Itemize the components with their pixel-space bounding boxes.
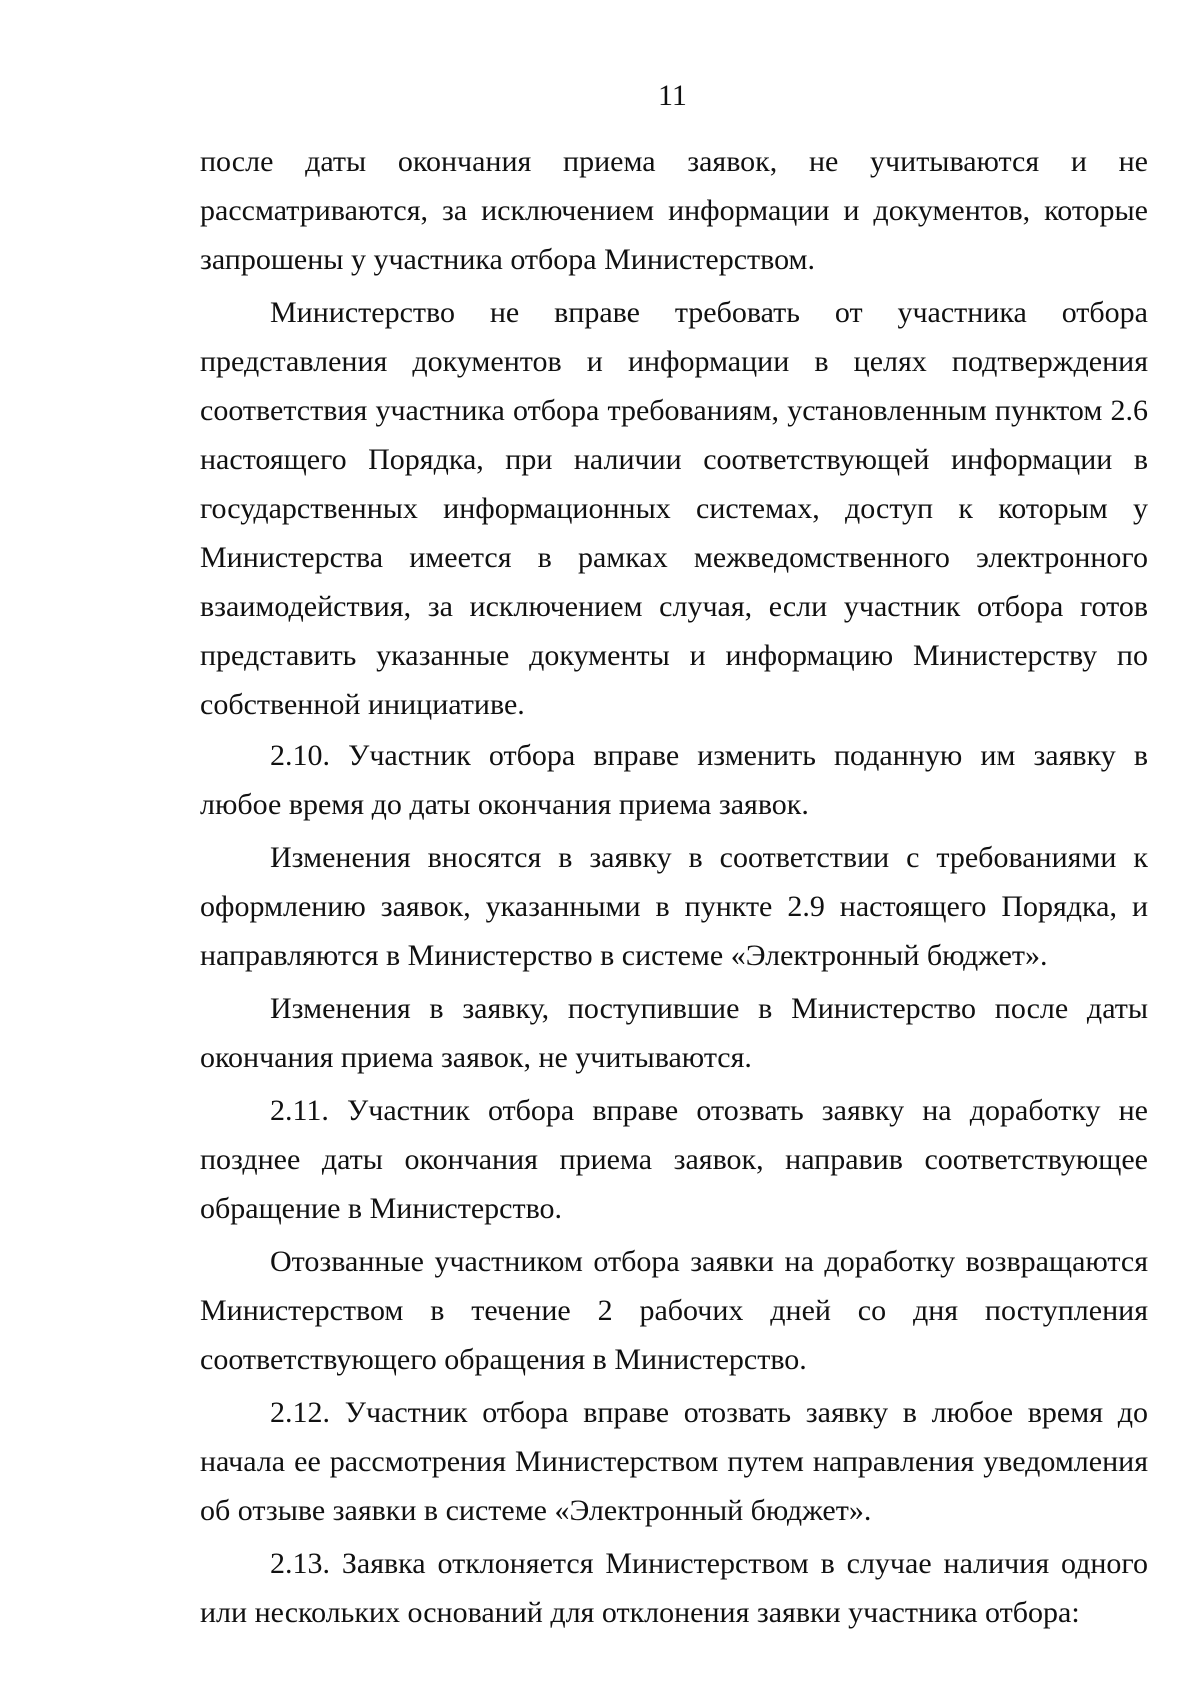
- paragraph-ministry-restriction: Министерство не вправе требовать от участника отбора представления документов и информации в целях подтверждения соответствия участника отбора требованиям, установленным пунктом 2.6 настоящего Порядка, при наличии соответствующей информации в государственных информационных системах, доступ к которым у Министерства имеется в рамках межведомственного электронного взаимодействия, за исключением случая, если участник отбора готов представить указанные документы и информацию Министерству по собственной инициативе.: [200, 296, 1148, 721]
- paragraph-continuation: после даты окончания приема заявок, не учитываются и не рассматриваются, за исключением информации и документов, которые запрошены у участника отбора Министерством.: [200, 145, 1148, 276]
- paragraph-2-13: 2.13. Заявка отклоняется Министерством в случае наличия одного или нескольких оснований для отклонения заявки участника отбора:: [200, 1547, 1148, 1629]
- paragraph-2-12: 2.12. Участник отбора вправе отозвать заявку в любое время до начала ее рассмотрения Министерством путем направления уведомления об отзыве заявки в системе «Электронный бюджет».: [200, 1396, 1148, 1527]
- paragraph-late-changes: Изменения в заявку, поступившие в Министерство после даты окончания приема заявок, не учитываются.: [200, 992, 1148, 1074]
- document-body: [200, 137, 1148, 1637]
- paragraph-changes-submission: Изменения вносятся в заявку в соответствии с требованиями к оформлению заявок, указанными в пункте 2.9 настоящего Порядка, и направляются в Министерство в системе «Электронный бюджет».: [200, 841, 1148, 972]
- paragraph-withdrawn-applications: Отозванные участником отбора заявки на доработку возвращаются Министерством в течение 2 рабочих дней со дня поступления соответствующего обращения в Министерство.: [200, 1245, 1148, 1376]
- paragraph-2-11: 2.11. Участник отбора вправе отозвать заявку на доработку не позднее даты окончания приема заявок, направив соответствующее обращение в Министерство.: [200, 1094, 1148, 1225]
- page-number: 11: [658, 79, 687, 112]
- paragraph-2-10: 2.10. Участник отбора вправе изменить поданную им заявку в любое время до даты окончания приема заявок.: [200, 739, 1148, 821]
